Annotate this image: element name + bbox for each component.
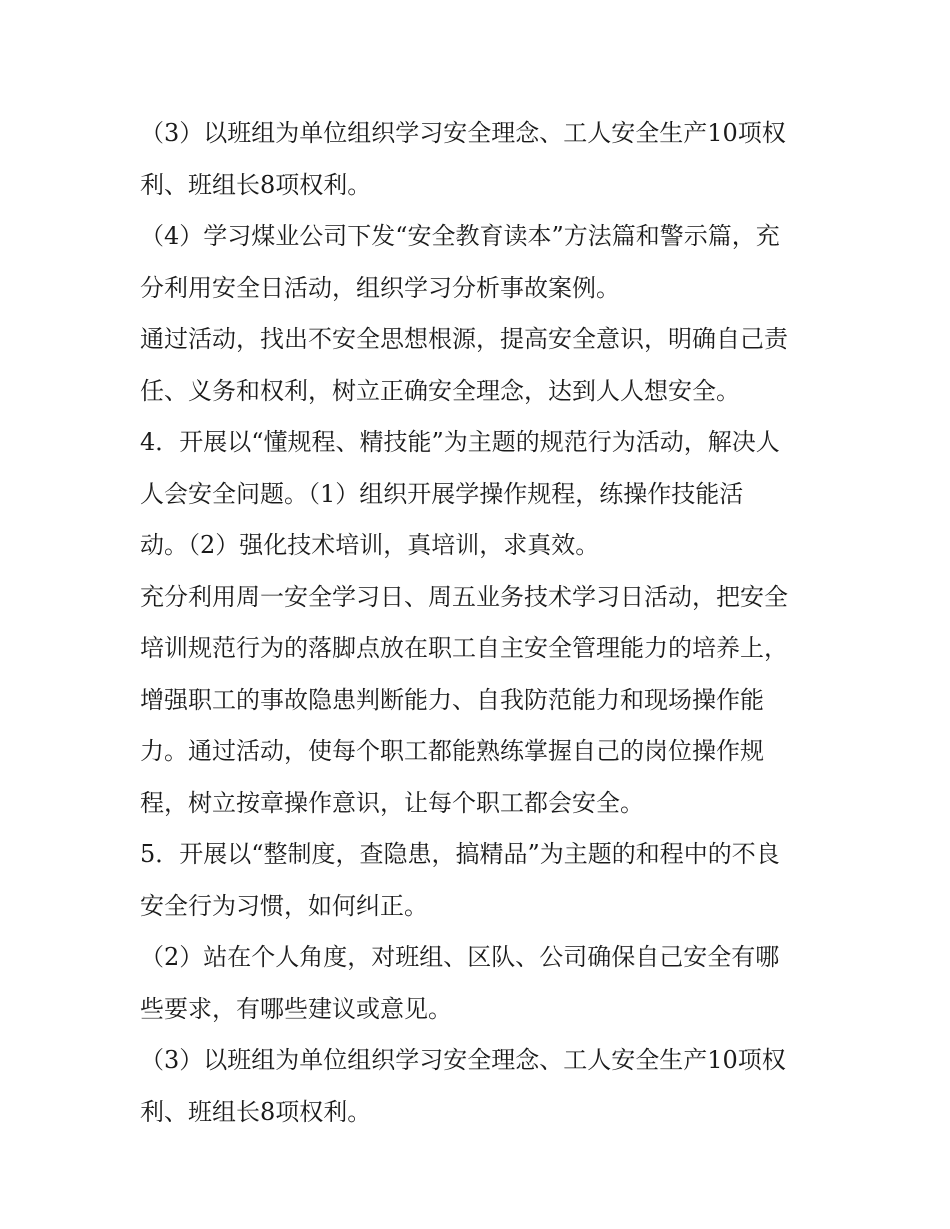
document-body [140,108,820,1138]
text-line-14: 程，树立按章操作意识，让每个职工都会安全。 [140,788,644,817]
text-line-17: （2）站在个人角度，对班组、区队、公司确保自己安全有哪 [140,943,780,971]
text-line-10: 充分利用周一安全学习日、周五业务技术学习日活动，把安全 [140,582,788,611]
text-line-15: 5．开展以“整制度，查隐患，搞精品”为主题的和程中的不良 [140,840,780,868]
text-line-13: 力。通过活动，使每个职工都能熟练掌握自己的岗位操作规 [140,737,764,765]
text-line-3: （4）学习煤业公司下发“安全教育读本”方法篇和警示篇，充 [140,222,780,250]
text-line-20: 利、班组长8项权利。 [140,1097,372,1126]
text-line-8: 人会安全问题。（1）组织开展学操作规程，练操作技能活 [140,479,744,508]
text-line-11: 培训规范行为的落脚点放在职工自主安全管理能力的培养上， [140,634,788,662]
text-line-19: （3）以班组为单位组织学习安全理念、工人安全生产10项权 [140,1046,786,1074]
text-line-16: 安全行为习惯，如何纠正。 [140,891,428,920]
text-line-7: 4．开展以“懂规程、精技能”为主题的规范行为活动，解决人 [140,428,780,456]
text-line-4: 分利用安全日活动，组织学习分析事故案例。 [140,273,620,302]
text-line-2: 利、班组长8项权利。 [140,170,372,199]
text-line-1: （3）以班组为单位组织学习安全理念、工人安全生产10项权 [140,119,786,147]
text-line-12: 增强职工的事故隐患判断能力、自我防范能力和现场操作能 [140,685,764,714]
text-line-6: 任、义务和权利，树立正确安全理念，达到人人想安全。 [140,376,740,405]
text-line-5: 通过活动，找出不安全思想根源，提高安全意识，明确自己责 [140,325,788,353]
text-line-18: 些要求，有哪些建议或意见。 [140,994,452,1023]
text-line-9: 动。（2）强化技术培训，真培训，求真效。 [140,531,600,559]
